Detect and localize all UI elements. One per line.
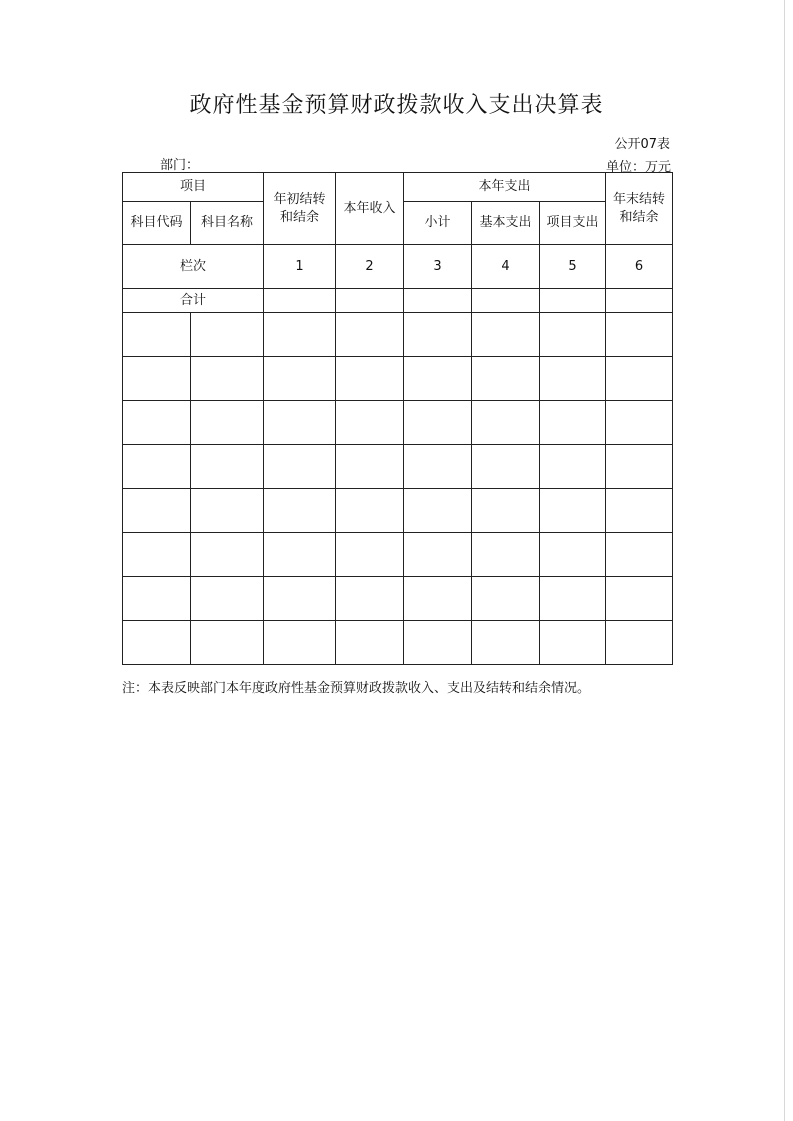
table-cell [123,445,191,489]
table-cell [472,533,540,577]
table-cell [540,357,606,401]
table-row [123,445,673,489]
table-cell [123,621,191,665]
table-row [123,401,673,445]
total-label: 合计 [123,289,264,313]
table-cell [606,445,673,489]
table-cell [123,489,191,533]
table-cell [404,401,472,445]
table-cell [472,401,540,445]
header-closing-balance [606,173,673,245]
table-cell [404,533,472,577]
table-cell [404,621,472,665]
table-cell [264,577,336,621]
table-cell [336,533,404,577]
table-cell [264,289,336,313]
table-cell [404,489,472,533]
form-number: 公开07表 [614,137,670,152]
table-cell [472,313,540,357]
column-number: 6 [606,245,673,289]
table-cell [606,289,673,313]
table-cell [123,577,191,621]
table-row [123,489,673,533]
table-cell [404,445,472,489]
table-cell [606,401,673,445]
table-cell [264,621,336,665]
table-cell [540,401,606,445]
column-index-label: 栏次 [123,245,264,289]
table-cell [472,621,540,665]
table-cell [540,489,606,533]
header-subtotal: 小计 [404,202,472,245]
table-cell [191,621,264,665]
table-cell [472,489,540,533]
table-cell [191,533,264,577]
column-number: 1 [264,245,336,289]
table-row [123,577,673,621]
table-cell [123,313,191,357]
table-cell [191,357,264,401]
unit-label: 单位：万元 [605,160,671,175]
table-row [123,357,673,401]
header-current-income: 本年收入 [336,173,404,245]
table-cell [191,313,264,357]
table-cell [264,313,336,357]
table-cell [606,577,673,621]
column-number: 3 [404,245,472,289]
table-cell [540,577,606,621]
table-cell [336,489,404,533]
table-row [123,533,673,577]
table-cell [264,445,336,489]
table-cell [472,445,540,489]
header-subject-name: 科目名称 [191,202,264,245]
page-title: 政府性基金预算财政拨款收入支出决算表 [189,93,604,118]
table-cell [540,289,606,313]
header-item: 项目 [123,173,264,202]
table-cell [606,313,673,357]
table-cell [336,313,404,357]
table-cell [404,313,472,357]
table-cell [472,357,540,401]
table-cell [336,401,404,445]
table-cell [264,533,336,577]
header-opening-balance [264,173,336,245]
header-project-expenditure: 项目支出 [540,202,606,245]
table-cell [191,401,264,445]
table-cell [404,577,472,621]
table-cell [606,489,673,533]
table-cell [264,489,336,533]
header-subject-code: 科目代码 [123,202,191,245]
column-number: 5 [540,245,606,289]
table-cell [606,621,673,665]
table-cell [123,401,191,445]
table-cell [123,357,191,401]
table-cell [472,577,540,621]
table-cell [404,357,472,401]
table-cell [336,621,404,665]
table-cell [606,357,673,401]
header-opening-balance-line2: 和结余 [280,209,320,225]
table-cell [404,289,472,313]
department-label: 部门： [160,158,200,173]
column-number: 2 [336,245,404,289]
table-row [123,313,673,357]
report-table [122,172,673,665]
table-cell [472,289,540,313]
table-cell [540,445,606,489]
header-current-expenditure: 本年支出 [404,173,606,202]
table-cell [336,577,404,621]
table-row [123,621,673,665]
table-cell [264,357,336,401]
table-cell [606,533,673,577]
table-cell [540,533,606,577]
header-basic-expenditure: 基本支出 [472,202,540,245]
table-cell [191,445,264,489]
scan-edge-line [784,0,785,1121]
table-cell [123,533,191,577]
table-cell [264,401,336,445]
table-cell [191,577,264,621]
table-cell [540,313,606,357]
table-cell [336,445,404,489]
header-opening-balance-line1: 年初结转 [273,191,326,207]
table-cell [336,357,404,401]
header-closing-balance-line2: 和结余 [619,209,659,225]
footnote: 注：本表反映部门本年度政府性基金预算财政拨款收入、支出及结转和结余情况。 [122,681,591,696]
header-closing-balance-line1: 年末结转 [613,191,666,207]
table-cell [336,289,404,313]
table-cell [191,489,264,533]
column-number: 4 [472,245,540,289]
table-cell [540,621,606,665]
